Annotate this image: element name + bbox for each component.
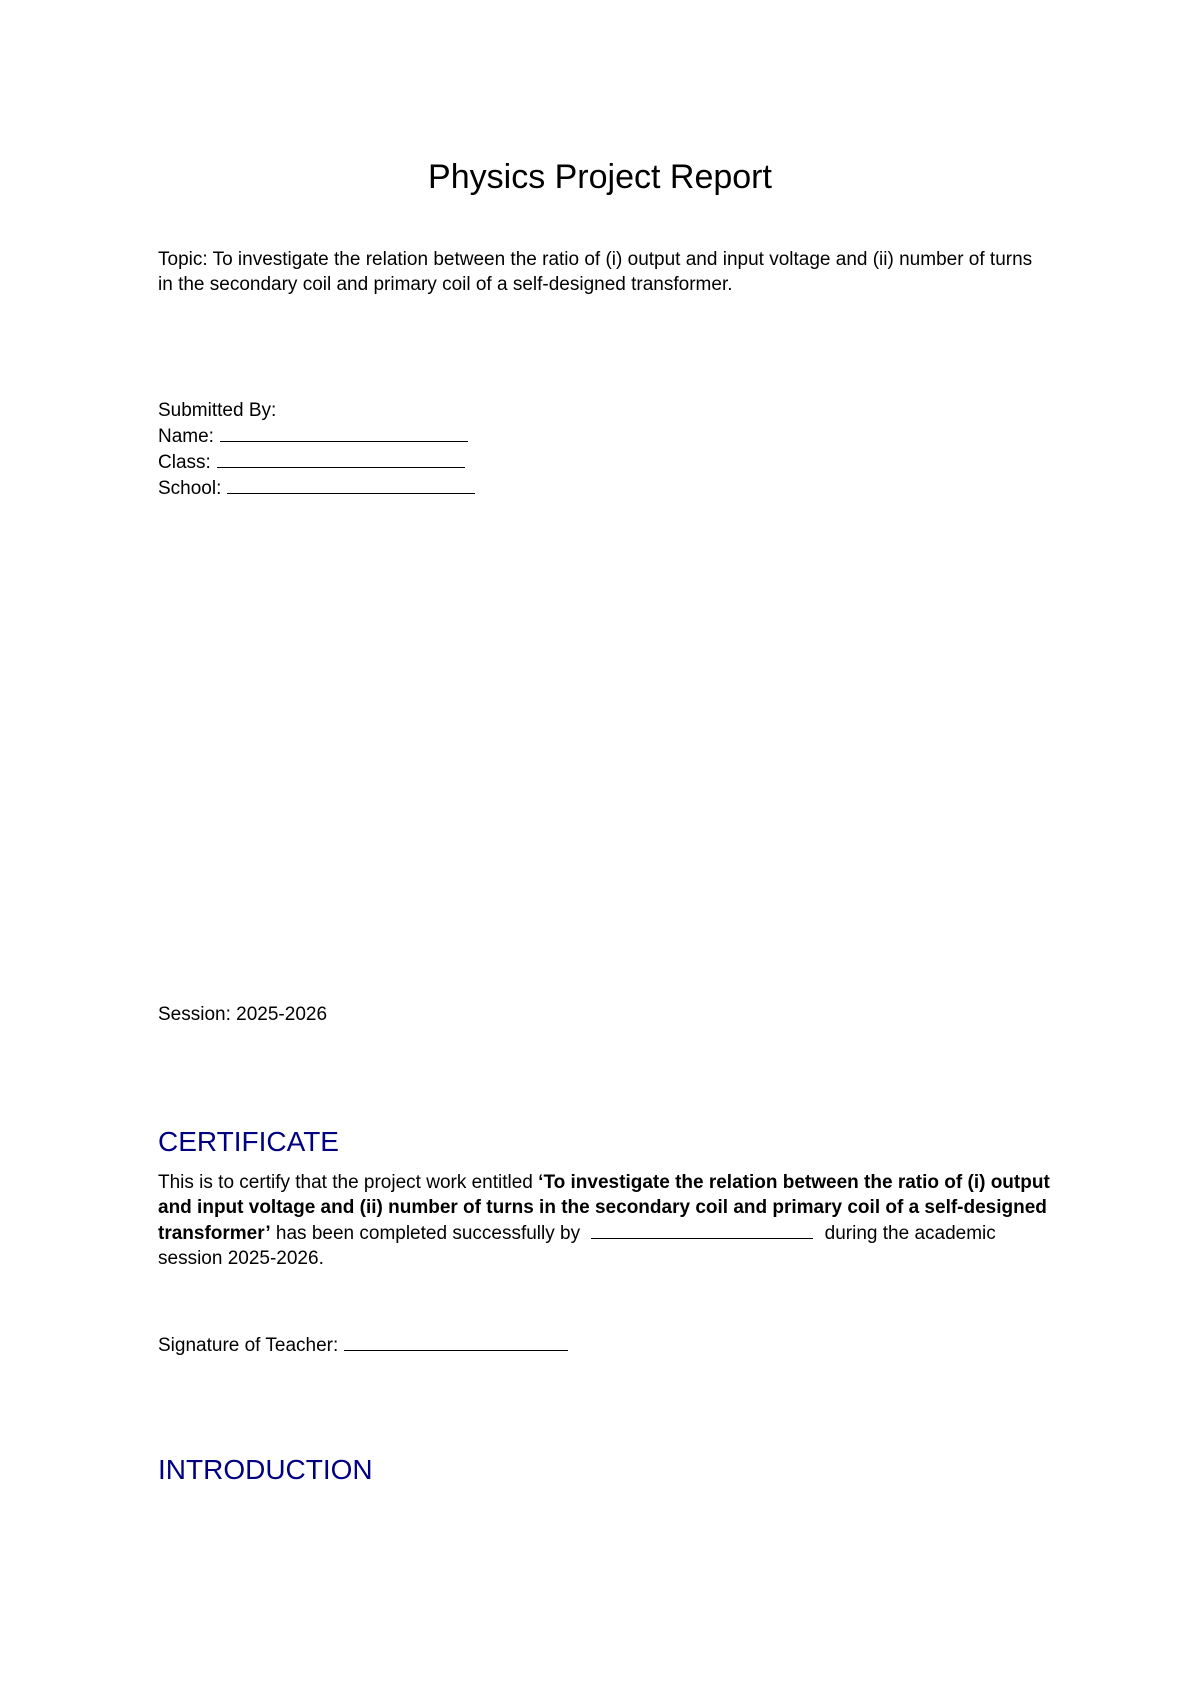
project-topic: Topic: To investigate the relation between the ratio of (i) output and input voltage and (ii) number of turns in the secondary coil and primary coil of a self-designed transformer.	[158, 249, 1033, 295]
student-name-blank-line	[591, 1220, 813, 1239]
session-text: Session: 2025-2026	[158, 1004, 328, 1025]
school-blank-line	[227, 475, 475, 494]
certificate-text-prefix: This is to certify that the project work entitled	[158, 1172, 539, 1193]
class-field	[158, 449, 1050, 475]
signature-label: Signature of Teacher:	[158, 1335, 339, 1356]
name-blank-line	[220, 423, 468, 442]
certificate-project-title: ‘To investigate the relation between the ratio of (i) output and input voltage and (ii) number of turns in the secondary coil and primary coil of a self-designed transformer’	[158, 1172, 1050, 1244]
certificate-heading: CERTIFICATE	[158, 1126, 339, 1157]
introduction-heading: INTRODUCTION	[158, 1454, 373, 1485]
certificate-text-middle: has been completed successfully by	[270, 1223, 586, 1244]
page-title: Physics Project Report	[428, 158, 772, 196]
submitted-by-label: Submitted By:	[158, 400, 277, 421]
class-label: Class:	[158, 452, 211, 473]
class-blank-line	[217, 449, 465, 468]
submission-details	[158, 398, 1050, 501]
signature-blank-line	[344, 1332, 568, 1351]
certificate-text-suffix: during the academic session 2025-2026.	[158, 1223, 996, 1269]
teacher-signature-line	[158, 1332, 1050, 1358]
certificate-text	[158, 1170, 1050, 1271]
name-field	[158, 423, 1050, 449]
school-label: School:	[158, 478, 222, 499]
name-label: Name:	[158, 426, 214, 447]
school-field	[158, 475, 1050, 501]
